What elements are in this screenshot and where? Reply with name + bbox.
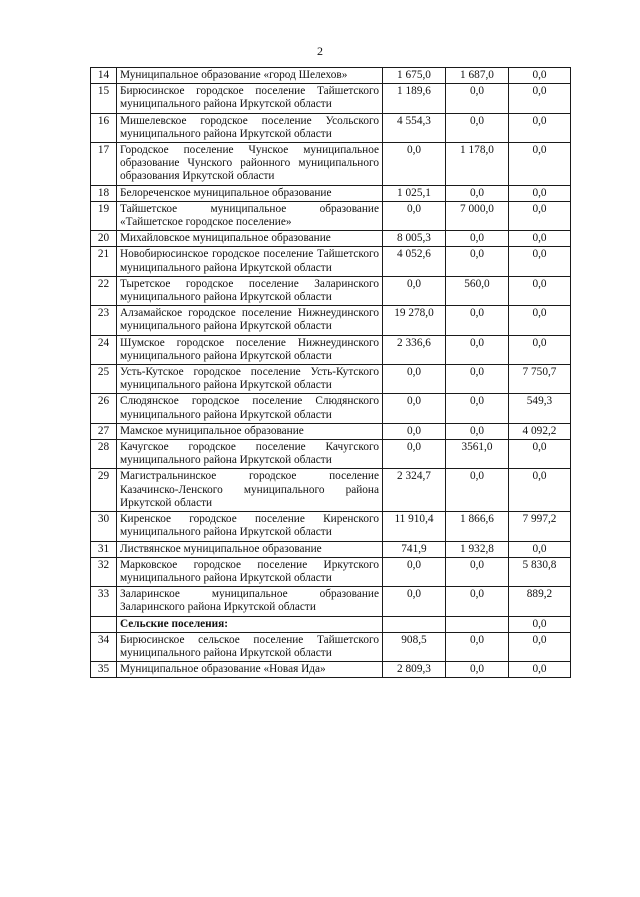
settlement-name-cell: Мишелевское городское поселение Усольского муниципального района Иркутской области bbox=[117, 113, 383, 142]
settlement-name-cell: Новобирюсинское городское поселение Тайшетского муниципального района Иркутской области bbox=[117, 247, 383, 276]
settlement-name-cell: Тыретское городское поселение Заларинского муниципального района Иркутской области bbox=[117, 276, 383, 305]
row-number-cell: 21 bbox=[91, 247, 117, 276]
row-number-cell: 16 bbox=[91, 113, 117, 142]
amount-cell-2: 560,0 bbox=[446, 276, 509, 305]
amount-cell-1: 1 675,0 bbox=[383, 68, 446, 84]
amount-cell-3: 0,0 bbox=[509, 247, 571, 276]
row-number-cell: 35 bbox=[91, 662, 117, 678]
table-row bbox=[91, 201, 571, 230]
amount-cell-2: 0,0 bbox=[446, 587, 509, 616]
amount-cell-3: 0,0 bbox=[509, 84, 571, 113]
table-row bbox=[91, 587, 571, 616]
amount-cell-2: 0,0 bbox=[446, 247, 509, 276]
row-number-cell: 31 bbox=[91, 541, 117, 557]
amount-cell-2: 1 687,0 bbox=[446, 68, 509, 84]
table-row bbox=[91, 469, 571, 512]
amount-cell-1: 0,0 bbox=[383, 143, 446, 186]
row-number-cell: 19 bbox=[91, 201, 117, 230]
amount-cell-2: 0,0 bbox=[446, 423, 509, 439]
amount-cell-3: 7 750,7 bbox=[509, 365, 571, 394]
amount-cell-3: 549,3 bbox=[509, 394, 571, 423]
settlement-name-cell: Слюдянское городское поселение Слюдянского муниципального района Иркутской области bbox=[117, 394, 383, 423]
amount-cell-2: 0,0 bbox=[446, 306, 509, 335]
row-number-cell: 28 bbox=[91, 440, 117, 469]
table-row bbox=[91, 306, 571, 335]
settlement-name-cell: Магистральнинское городское поселение Казачинско-Ленского муниципального района Иркутской области bbox=[117, 469, 383, 512]
table-row bbox=[91, 84, 571, 113]
settlements-table bbox=[90, 67, 571, 678]
amount-cell-1: 4 052,6 bbox=[383, 247, 446, 276]
amount-cell-1: 2 336,6 bbox=[383, 335, 446, 364]
table-row bbox=[91, 662, 571, 678]
settlement-name-cell: Тайшетское муниципальное образование «Тайшетское городское поселение» bbox=[117, 201, 383, 230]
settlement-name-cell: Сельские поселения: bbox=[117, 616, 383, 632]
amount-cell-2 bbox=[446, 616, 509, 632]
table-row bbox=[91, 247, 571, 276]
amount-cell-1: 908,5 bbox=[383, 632, 446, 661]
row-number-cell: 32 bbox=[91, 557, 117, 586]
settlement-name-cell: Алзамайское городское поселение Нижнеудинского муниципального района Иркутской области bbox=[117, 306, 383, 335]
amount-cell-3: 5 830,8 bbox=[509, 557, 571, 586]
settlement-name-cell: Муниципальное образование «Новая Ида» bbox=[117, 662, 383, 678]
amount-cell-3: 0,0 bbox=[509, 440, 571, 469]
settlement-name-cell: Городское поселение Чунское муниципальное образование Чунского районного муниципального образования Иркутской области bbox=[117, 143, 383, 186]
settlement-name-cell: Муниципальное образование «город Шелехов» bbox=[117, 68, 383, 84]
settlement-name-cell: Бирюсинское городское поселение Тайшетского муниципального района Иркутской области bbox=[117, 84, 383, 113]
table-row bbox=[91, 541, 571, 557]
amount-cell-3: 0,0 bbox=[509, 632, 571, 661]
row-number-cell: 33 bbox=[91, 587, 117, 616]
table-row bbox=[91, 632, 571, 661]
row-number-cell bbox=[91, 616, 117, 632]
amount-cell-3: 0,0 bbox=[509, 616, 571, 632]
amount-cell-3: 889,2 bbox=[509, 587, 571, 616]
amount-cell-1: 0,0 bbox=[383, 440, 446, 469]
amount-cell-3: 0,0 bbox=[509, 276, 571, 305]
amount-cell-3: 4 092,2 bbox=[509, 423, 571, 439]
amount-cell-1: 0,0 bbox=[383, 201, 446, 230]
amount-cell-1: 0,0 bbox=[383, 557, 446, 586]
amount-cell-1: 19 278,0 bbox=[383, 306, 446, 335]
row-number-cell: 29 bbox=[91, 469, 117, 512]
table-row bbox=[91, 394, 571, 423]
settlement-name-cell: Шумское городское поселение Нижнеудинского муниципального района Иркутской области bbox=[117, 335, 383, 364]
amount-cell-2: 1 932,8 bbox=[446, 541, 509, 557]
amount-cell-1: 0,0 bbox=[383, 276, 446, 305]
row-number-cell: 20 bbox=[91, 231, 117, 247]
table-row bbox=[91, 113, 571, 142]
amount-cell-1: 8 005,3 bbox=[383, 231, 446, 247]
row-number-cell: 14 bbox=[91, 68, 117, 84]
amount-cell-3: 0,0 bbox=[509, 201, 571, 230]
amount-cell-2: 0,0 bbox=[446, 113, 509, 142]
amount-cell-2: 0,0 bbox=[446, 662, 509, 678]
table-row bbox=[91, 231, 571, 247]
amount-cell-3: 0,0 bbox=[509, 469, 571, 512]
amount-cell-1: 0,0 bbox=[383, 423, 446, 439]
amount-cell-3: 0,0 bbox=[509, 662, 571, 678]
amount-cell-3: 0,0 bbox=[509, 231, 571, 247]
settlement-name-cell: Мамское муниципальное образование bbox=[117, 423, 383, 439]
amount-cell-3: 0,0 bbox=[509, 185, 571, 201]
amount-cell-3: 0,0 bbox=[509, 306, 571, 335]
settlement-name-cell: Усть-Кутское городское поселение Усть-Кутского муниципального района Иркутской области bbox=[117, 365, 383, 394]
amount-cell-2: 0,0 bbox=[446, 335, 509, 364]
amount-cell-3: 0,0 bbox=[509, 541, 571, 557]
amount-cell-2: 3561,0 bbox=[446, 440, 509, 469]
settlement-name-cell: Заларинское муниципальное образование Заларинского района Иркутской области bbox=[117, 587, 383, 616]
amount-cell-3: 7 997,2 bbox=[509, 512, 571, 541]
amount-cell-1: 4 554,3 bbox=[383, 113, 446, 142]
amount-cell-3: 0,0 bbox=[509, 143, 571, 186]
row-number-cell: 15 bbox=[91, 84, 117, 113]
table-row bbox=[91, 365, 571, 394]
amount-cell-3: 0,0 bbox=[509, 68, 571, 84]
row-number-cell: 17 bbox=[91, 143, 117, 186]
row-number-cell: 18 bbox=[91, 185, 117, 201]
section-row bbox=[91, 616, 571, 632]
amount-cell-2: 0,0 bbox=[446, 185, 509, 201]
amount-cell-1: 0,0 bbox=[383, 365, 446, 394]
table-row bbox=[91, 276, 571, 305]
table-row bbox=[91, 68, 571, 84]
amount-cell-2: 0,0 bbox=[446, 394, 509, 423]
table-row bbox=[91, 335, 571, 364]
settlement-name-cell: Белореченское муниципальное образование bbox=[117, 185, 383, 201]
table-row bbox=[91, 440, 571, 469]
row-number-cell: 23 bbox=[91, 306, 117, 335]
table-row bbox=[91, 512, 571, 541]
settlement-name-cell: Бирюсинское сельское поселение Тайшетского муниципального района Иркутской области bbox=[117, 632, 383, 661]
amount-cell-2: 0,0 bbox=[446, 231, 509, 247]
row-number-cell: 30 bbox=[91, 512, 117, 541]
amount-cell-1: 1 025,1 bbox=[383, 185, 446, 201]
row-number-cell: 27 bbox=[91, 423, 117, 439]
settlement-name-cell: Марковское городское поселение Иркутского муниципального района Иркутской области bbox=[117, 557, 383, 586]
amount-cell-2: 0,0 bbox=[446, 469, 509, 512]
amount-cell-1: 1 189,6 bbox=[383, 84, 446, 113]
amount-cell-1: 741,9 bbox=[383, 541, 446, 557]
settlement-name-cell: Качугское городское поселение Качугского муниципального района Иркутской области bbox=[117, 440, 383, 469]
row-number-cell: 25 bbox=[91, 365, 117, 394]
page-number: 2 bbox=[317, 44, 323, 58]
settlement-name-cell: Киренское городское поселение Киренского муниципального района Иркутской области bbox=[117, 512, 383, 541]
amount-cell-1: 0,0 bbox=[383, 587, 446, 616]
amount-cell-3: 0,0 bbox=[509, 335, 571, 364]
row-number-cell: 34 bbox=[91, 632, 117, 661]
amount-cell-2: 1 178,0 bbox=[446, 143, 509, 186]
row-number-cell: 22 bbox=[91, 276, 117, 305]
table-row bbox=[91, 185, 571, 201]
amount-cell-2: 0,0 bbox=[446, 632, 509, 661]
amount-cell-1: 2 324,7 bbox=[383, 469, 446, 512]
amount-cell-2: 0,0 bbox=[446, 84, 509, 113]
amount-cell-1: 2 809,3 bbox=[383, 662, 446, 678]
table-row bbox=[91, 423, 571, 439]
amount-cell-1 bbox=[383, 616, 446, 632]
amount-cell-2: 7 000,0 bbox=[446, 201, 509, 230]
table-row bbox=[91, 143, 571, 186]
row-number-cell: 24 bbox=[91, 335, 117, 364]
amount-cell-2: 1 866,6 bbox=[446, 512, 509, 541]
table-row bbox=[91, 557, 571, 586]
settlement-name-cell: Михайловское муниципальное образование bbox=[117, 231, 383, 247]
amount-cell-1: 11 910,4 bbox=[383, 512, 446, 541]
amount-cell-3: 0,0 bbox=[509, 113, 571, 142]
amount-cell-2: 0,0 bbox=[446, 557, 509, 586]
row-number-cell: 26 bbox=[91, 394, 117, 423]
amount-cell-1: 0,0 bbox=[383, 394, 446, 423]
amount-cell-2: 0,0 bbox=[446, 365, 509, 394]
settlement-name-cell: Листвянское муниципальное образование bbox=[117, 541, 383, 557]
